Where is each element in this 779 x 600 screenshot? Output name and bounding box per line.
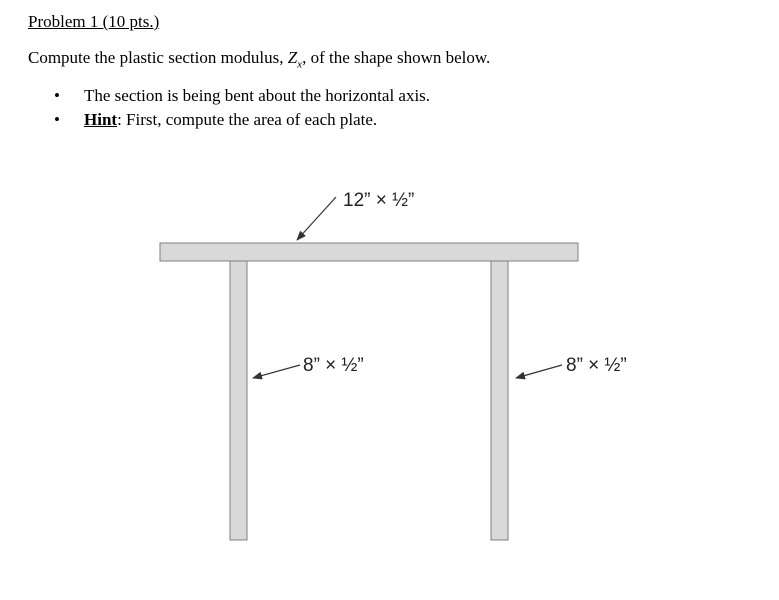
prompt-after: , of the shape shown below. xyxy=(302,48,491,67)
right-plate xyxy=(491,261,508,540)
left-plate-label: 8” × ½” xyxy=(303,355,364,376)
left-plate-leader-arrow xyxy=(253,365,300,378)
hint-label: Hint xyxy=(84,110,118,129)
bullet-dot: • xyxy=(54,86,60,105)
right-plate-label: 8” × ½” xyxy=(566,355,627,376)
hint-text: : First, compute the area of each plate. xyxy=(117,110,378,129)
left-plate xyxy=(230,261,247,540)
problem-heading: Problem 1 (10 pts.) xyxy=(28,12,160,31)
right-plate-leader-arrow xyxy=(516,365,562,378)
top-plate-leader-arrow xyxy=(297,197,336,240)
top-plate xyxy=(160,243,578,261)
prompt-before: Compute the plastic section modulus, xyxy=(28,48,288,67)
prompt-subscript: x xyxy=(297,58,303,71)
bullet-dot: • xyxy=(54,110,60,129)
top-plate-label: 12” × ½” xyxy=(343,190,415,211)
prompt-symbol: Z xyxy=(287,48,298,67)
bullet-text: The section is being bent about the horizontal axis. xyxy=(84,86,431,105)
